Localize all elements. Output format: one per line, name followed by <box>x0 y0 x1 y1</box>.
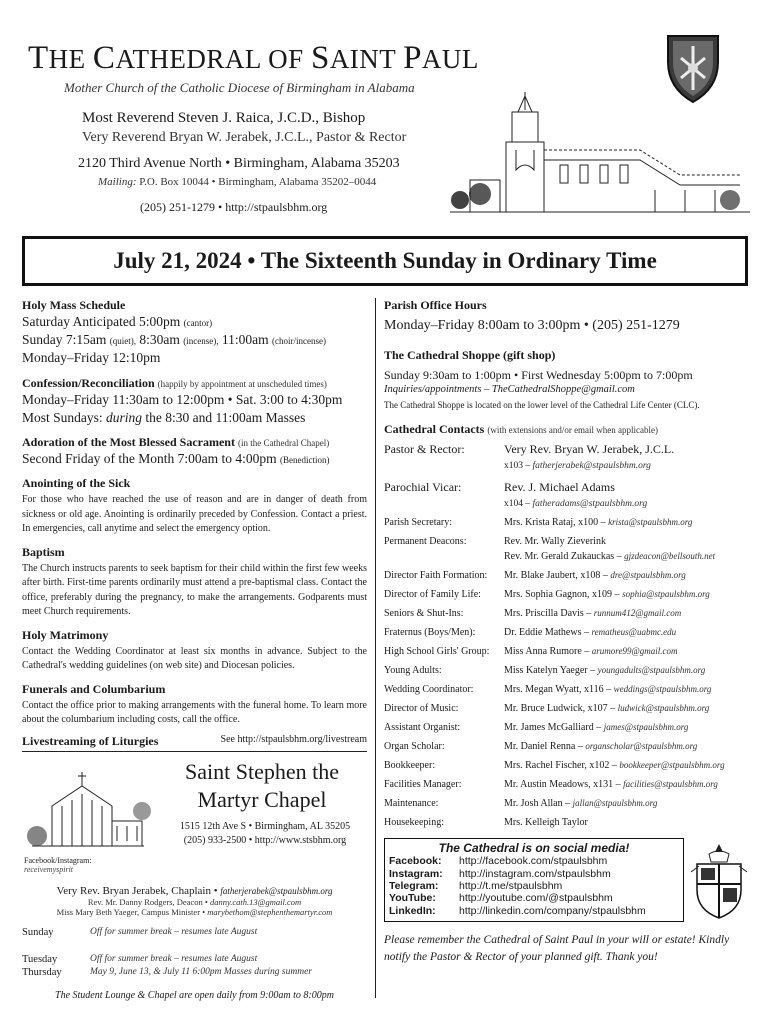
planned-gift-note: Please remember the Cathedral of Saint Paul in your will or estate! Kindly notify the Pastor & Rector of your planned gift. Thank you! <box>384 934 730 963</box>
contact-name: Mrs. Megan Wyatt, x116 – weddings@stpaulsbhm.org <box>504 684 712 696</box>
social-platform: Instagram: <box>389 867 443 880</box>
contact-name: Mr. Josh Allan – jallan@stpaulsbhm.org <box>504 798 658 810</box>
social-row <box>389 905 679 917</box>
social-platform: Facebook: <box>389 855 442 868</box>
contact-name: Miss Katelyn Yaeger – youngadults@stpaulsbhm.org <box>504 665 706 677</box>
contact-row <box>384 780 746 790</box>
contact-role: High School Girls' Group: <box>384 646 490 658</box>
contact-name: Miss Anna Rumore – arumore99@gmail.com <box>504 646 678 658</box>
contact-name: Mrs. Kelleigh Taylor <box>504 817 588 829</box>
contact-role: Housekeeping: <box>384 817 444 829</box>
cathedral-drawing <box>440 90 760 220</box>
contacts-list <box>384 518 746 828</box>
contact-role: Director Faith Formation: <box>384 570 488 582</box>
contact-row <box>384 571 746 581</box>
adoration-time: Second Friday of the Month 7:00am to 4:00pm (Benediction) <box>22 451 330 467</box>
contact-role: Seniors & Shut-Ins: <box>384 608 464 620</box>
contact-name: Mrs. Krista Rataj, x100 – krista@stpaulsbhm.org <box>504 517 693 529</box>
deacon-line: Rev. Mr. Danny Rodgers, Deacon • danny.cath.13@gmail.com <box>87 896 302 907</box>
social-link[interactable]: http://facebook.com/stpaulsbhm <box>459 855 608 868</box>
shoppe-hours: Sunday 9:30am to 1:00pm • First Wednesday 5:00pm to 7:00pm <box>384 367 693 382</box>
shoppe-heading: The Cathedral Shoppe (gift shop) <box>384 347 556 362</box>
contact-email[interactable]: dre@stpaulsbhm.org <box>610 570 686 581</box>
contact-role: Facilities Manager: <box>384 779 462 791</box>
shoppe-inquiries[interactable]: Inquiries/appointments – TheCathedralShoppe@gmail.com <box>384 384 635 396</box>
mass-sunday: Sunday 7:15am (quiet), 8:30am (incense), 11:00am (choir/incense) <box>22 332 326 348</box>
contact-name: Mr. Bruce Ludwick, x107 – ludwick@stpaulsbhm.org <box>504 703 710 715</box>
chapel-address: 1515 12th Ave S • Birmingham, AL 35205 (205) 933-2500 • http://www.stsbhm.org <box>179 820 351 846</box>
contact-role: Wedding Coordinator: <box>384 684 474 696</box>
contact-name: Mrs. Priscilla Davis – runnum412@gmail.com <box>504 608 682 620</box>
contact-email[interactable]: weddings@stpaulsbhm.org <box>613 684 712 695</box>
rector-line: Very Reverend Bryan W. Jerabek, J.C.L., Pastor & Rector <box>82 130 407 145</box>
social-platform: LinkedIn: <box>389 904 436 917</box>
social-link[interactable]: http://linkedin.com/company/stpaulsbhm <box>459 904 646 917</box>
contact-role: Maintenance: <box>384 798 439 810</box>
chapel-social: Facebook/Instagram: receivemyspirit <box>24 855 92 874</box>
chapel-drawing <box>22 766 154 854</box>
mother-church-subtitle: Mother Church of the Catholic Diocese of Birmingham in Alabama <box>64 80 415 95</box>
contact-row <box>384 666 746 676</box>
contact-email[interactable]: organscholar@stpaulsbhm.org <box>585 741 698 752</box>
contact-role: Assistant Organist: <box>384 722 461 734</box>
contact-email[interactable]: facilities@stpaulsbhm.org <box>623 779 718 790</box>
mass-heading: Holy Mass Schedule <box>22 298 126 312</box>
phone-website: (205) 251-1279 • http://stpaulsbhm.org <box>140 200 328 214</box>
mass-weekday: Monday–Friday 12:10pm <box>22 350 161 366</box>
livestream-link[interactable]: See http://stpaulsbhm.org/livestream <box>220 733 367 745</box>
social-row <box>389 855 679 867</box>
contact-email[interactable]: jallan@stpaulsbhm.org <box>572 798 658 809</box>
contact-name: Mr. Daniel Renna – organscholar@stpaulsbhm.org <box>504 741 698 753</box>
contact-row <box>384 723 746 733</box>
livestream-row <box>22 734 367 752</box>
matrimony-heading: Holy Matrimony <box>22 627 109 642</box>
contact-row <box>384 609 746 619</box>
chapel-schedule-row: Sunday Off for summer break – resumes late August <box>22 926 258 938</box>
matrimony-text: Contact the Wedding Coordinator at least six months in advance. Subject to the Cathedral's wedding guidelines (on web site) and Diocesan policies. <box>22 645 367 672</box>
contact-email[interactable]: rematheus@uabmc.edu <box>591 627 677 638</box>
contact-role <box>384 552 504 562</box>
contact-email-line: x103 – fatherjerabek@stpaulsbhm.org <box>504 461 651 472</box>
contact-name: Mr. Blake Jaubert, x108 – dre@stpaulsbhm.org <box>504 570 686 582</box>
contact-row <box>384 590 746 600</box>
baptism-heading: Baptism <box>22 544 65 559</box>
diocese-arms-icon <box>689 842 749 920</box>
contacts-heading: Cathedral Contacts (with extensions and/or email when applicable) <box>384 422 659 437</box>
lounge-hours: The Student Lounge & Chapel are open daily from 9:00am to 8:00pm <box>55 989 334 1001</box>
contact-name: Mr. James McGalliard – james@stpaulsbhm.org <box>504 722 689 734</box>
left-column <box>22 298 367 1001</box>
contact-row <box>384 518 746 528</box>
contact-email[interactable]: james@stpaulsbhm.org <box>603 722 689 733</box>
contact-email[interactable]: runnum412@gmail.com <box>593 608 682 619</box>
contact-row <box>384 537 746 547</box>
chaplain-line: Very Rev. Bryan Jerabek, Chaplain • fatherjerabek@stpaulsbhm.org <box>56 884 333 897</box>
church-name: THE CATHEDRAL OF SAINT PAUL <box>28 40 479 76</box>
confession-weekday: Monday–Friday 11:30am to 12:00pm • Sat. 3:00 to 4:30pm <box>22 391 343 407</box>
contact-row <box>384 685 746 695</box>
contact-row <box>384 761 746 771</box>
contact-role: Young Adults: <box>384 665 442 677</box>
social-link[interactable]: http://instagram.com/stpaulsbhm <box>459 867 611 880</box>
contact-role: Bookkeeper: <box>384 760 436 772</box>
office-hours: Monday–Friday 8:00am to 3:00pm • (205) 251-1279 <box>384 318 680 333</box>
contact-row <box>384 647 746 657</box>
confession-sunday: Most Sundays: during the 8:30 and 11:00am Masses <box>22 409 306 425</box>
right-column <box>384 298 746 966</box>
chapel-section <box>22 758 367 883</box>
confession-heading: Confession/Reconciliation (happily by appointment at unscheduled times) <box>22 375 327 390</box>
contact-row <box>384 799 746 809</box>
baptism-text: The Church instructs parents to seek baptism for their child within the first few weeks after birth. First-time parents ordinarily must attend a pre-baptismal class. Contact the office, preferably during the pregnancy, to make the arrangements. Godparents must meet Church requirements. <box>22 562 367 618</box>
social-row <box>389 880 679 892</box>
contact-email[interactable]: arumore99@gmail.com <box>591 646 678 657</box>
contact-name: Mr. Austin Meadows, x131 – facilities@stpaulsbhm.org <box>504 779 718 791</box>
bulletin-title: July 21, 2024 • The Sixteenth Sunday in Ordinary Time <box>22 236 748 286</box>
social-title: The Cathedral is on social media! <box>389 841 679 855</box>
livestream-heading: Livestreaming of Liturgies <box>22 733 159 748</box>
mass-saturday: Saturday Anticipated 5:00pm (cantor) <box>22 314 213 329</box>
mailing-address: Mailing: P.O. Box 10044 • Birmingham, Alabama 35202–0044 <box>98 176 377 188</box>
contact-email[interactable]: krista@stpaulsbhm.org <box>608 517 693 528</box>
contact-name: Rev. Mr. Gerald Zukauckas – gjzdeacon@bellsouth.net <box>504 551 716 563</box>
adoration-heading: Adoration of the Most Blessed Sacrament (in the Cathedral Chapel) <box>22 435 330 450</box>
shoppe-location: The Cathedral Shoppe is located on the lower level of the Cathedral Life Center (CLC). <box>384 400 700 411</box>
social-platform: Telegram: <box>389 880 439 893</box>
chapel-schedule-row: Tuesday Off for summer break – resumes late August <box>22 953 258 965</box>
bishop-line: Most Reverend Steven J. Raica, J.C.D., Bishop <box>82 110 366 126</box>
social-link[interactable]: http://youtube.com/@stpaulsbhm <box>459 892 613 905</box>
social-media-section <box>384 838 746 926</box>
social-media-box <box>384 838 684 922</box>
contact-email-line: x104 – fatheradams@stpaulsbhm.org <box>504 499 648 510</box>
chapel-title: Saint Stephen the Martyr Chapel <box>185 758 339 813</box>
contact-role: Parish Secretary: <box>384 517 453 529</box>
contact-name: Mrs. Sophia Gagnon, x109 – sophia@stpaulsbhm.org <box>504 589 710 601</box>
funerals-heading: Funerals and Columbarium <box>22 681 166 696</box>
street-address: 2120 Third Avenue North • Birmingham, Alabama 35203 <box>78 156 400 171</box>
contact-row: Pastor & Rector: Very Rev. Bryan W. Jerabek, J.C.L. <box>384 442 675 457</box>
social-link[interactable]: http://t.me/stpaulsbhm <box>459 880 563 893</box>
contact-email[interactable]: sophia@stpaulsbhm.org <box>622 589 710 600</box>
contact-name: Dr. Eddie Mathews – rematheus@uabmc.edu <box>504 627 677 639</box>
social-row <box>389 868 679 880</box>
contact-row <box>384 628 746 638</box>
contact-row: Parochial Vicar: Rev. J. Michael Adams <box>384 480 615 495</box>
contact-email[interactable]: youngadults@stpaulsbhm.org <box>597 665 706 676</box>
contact-row <box>384 704 746 714</box>
social-row <box>389 892 679 904</box>
contact-name: Rev. Mr. Wally Zieverink <box>504 536 606 548</box>
contact-email[interactable]: ludwick@stpaulsbhm.org <box>617 703 710 714</box>
contact-role: Fraternus (Boys/Men): <box>384 627 476 639</box>
funerals-text: Contact the office prior to making arrangements with the funeral home. To learn more about the columbarium including costs, call the office. <box>22 699 367 726</box>
chapel-schedule-row: Thursday May 9, June 13, & July 11 6:00pm Masses during summer <box>22 966 312 978</box>
office-hours-heading: Parish Office Hours <box>384 298 487 312</box>
contact-role: Director of Music: <box>384 703 459 715</box>
contact-name: Mrs. Rachel Fischer, x102 – bookkeeper@stpaulsbhm.org <box>504 760 725 772</box>
column-divider <box>375 298 376 998</box>
bulletin-header <box>0 0 770 232</box>
contact-row <box>384 742 746 752</box>
contact-email[interactable]: gjzdeacon@bellsouth.net <box>624 551 716 562</box>
minister-line: Miss Mary Beth Yaeger, Campus Minister • marybethom@stephenthemartyr.com <box>56 906 333 917</box>
contact-email[interactable]: bookkeeper@stpaulsbhm.org <box>619 760 725 771</box>
contact-role: Director of Family Life: <box>384 589 481 601</box>
contact-role: Organ Scholar: <box>384 741 445 753</box>
anointing-text: For those who have reached the use of reason and are in danger of death from sickness or old age. Anointing is ordinarily preceded by Confession. Contact a priest. In emergencies, call anytime and select the emergency option. <box>22 494 367 535</box>
contact-role: Permanent Deacons: <box>384 536 467 548</box>
contact-row <box>384 818 746 828</box>
anointing-heading: Anointing of the Sick <box>22 476 131 491</box>
contact-row <box>384 552 746 562</box>
social-platform: YouTube: <box>389 892 436 905</box>
